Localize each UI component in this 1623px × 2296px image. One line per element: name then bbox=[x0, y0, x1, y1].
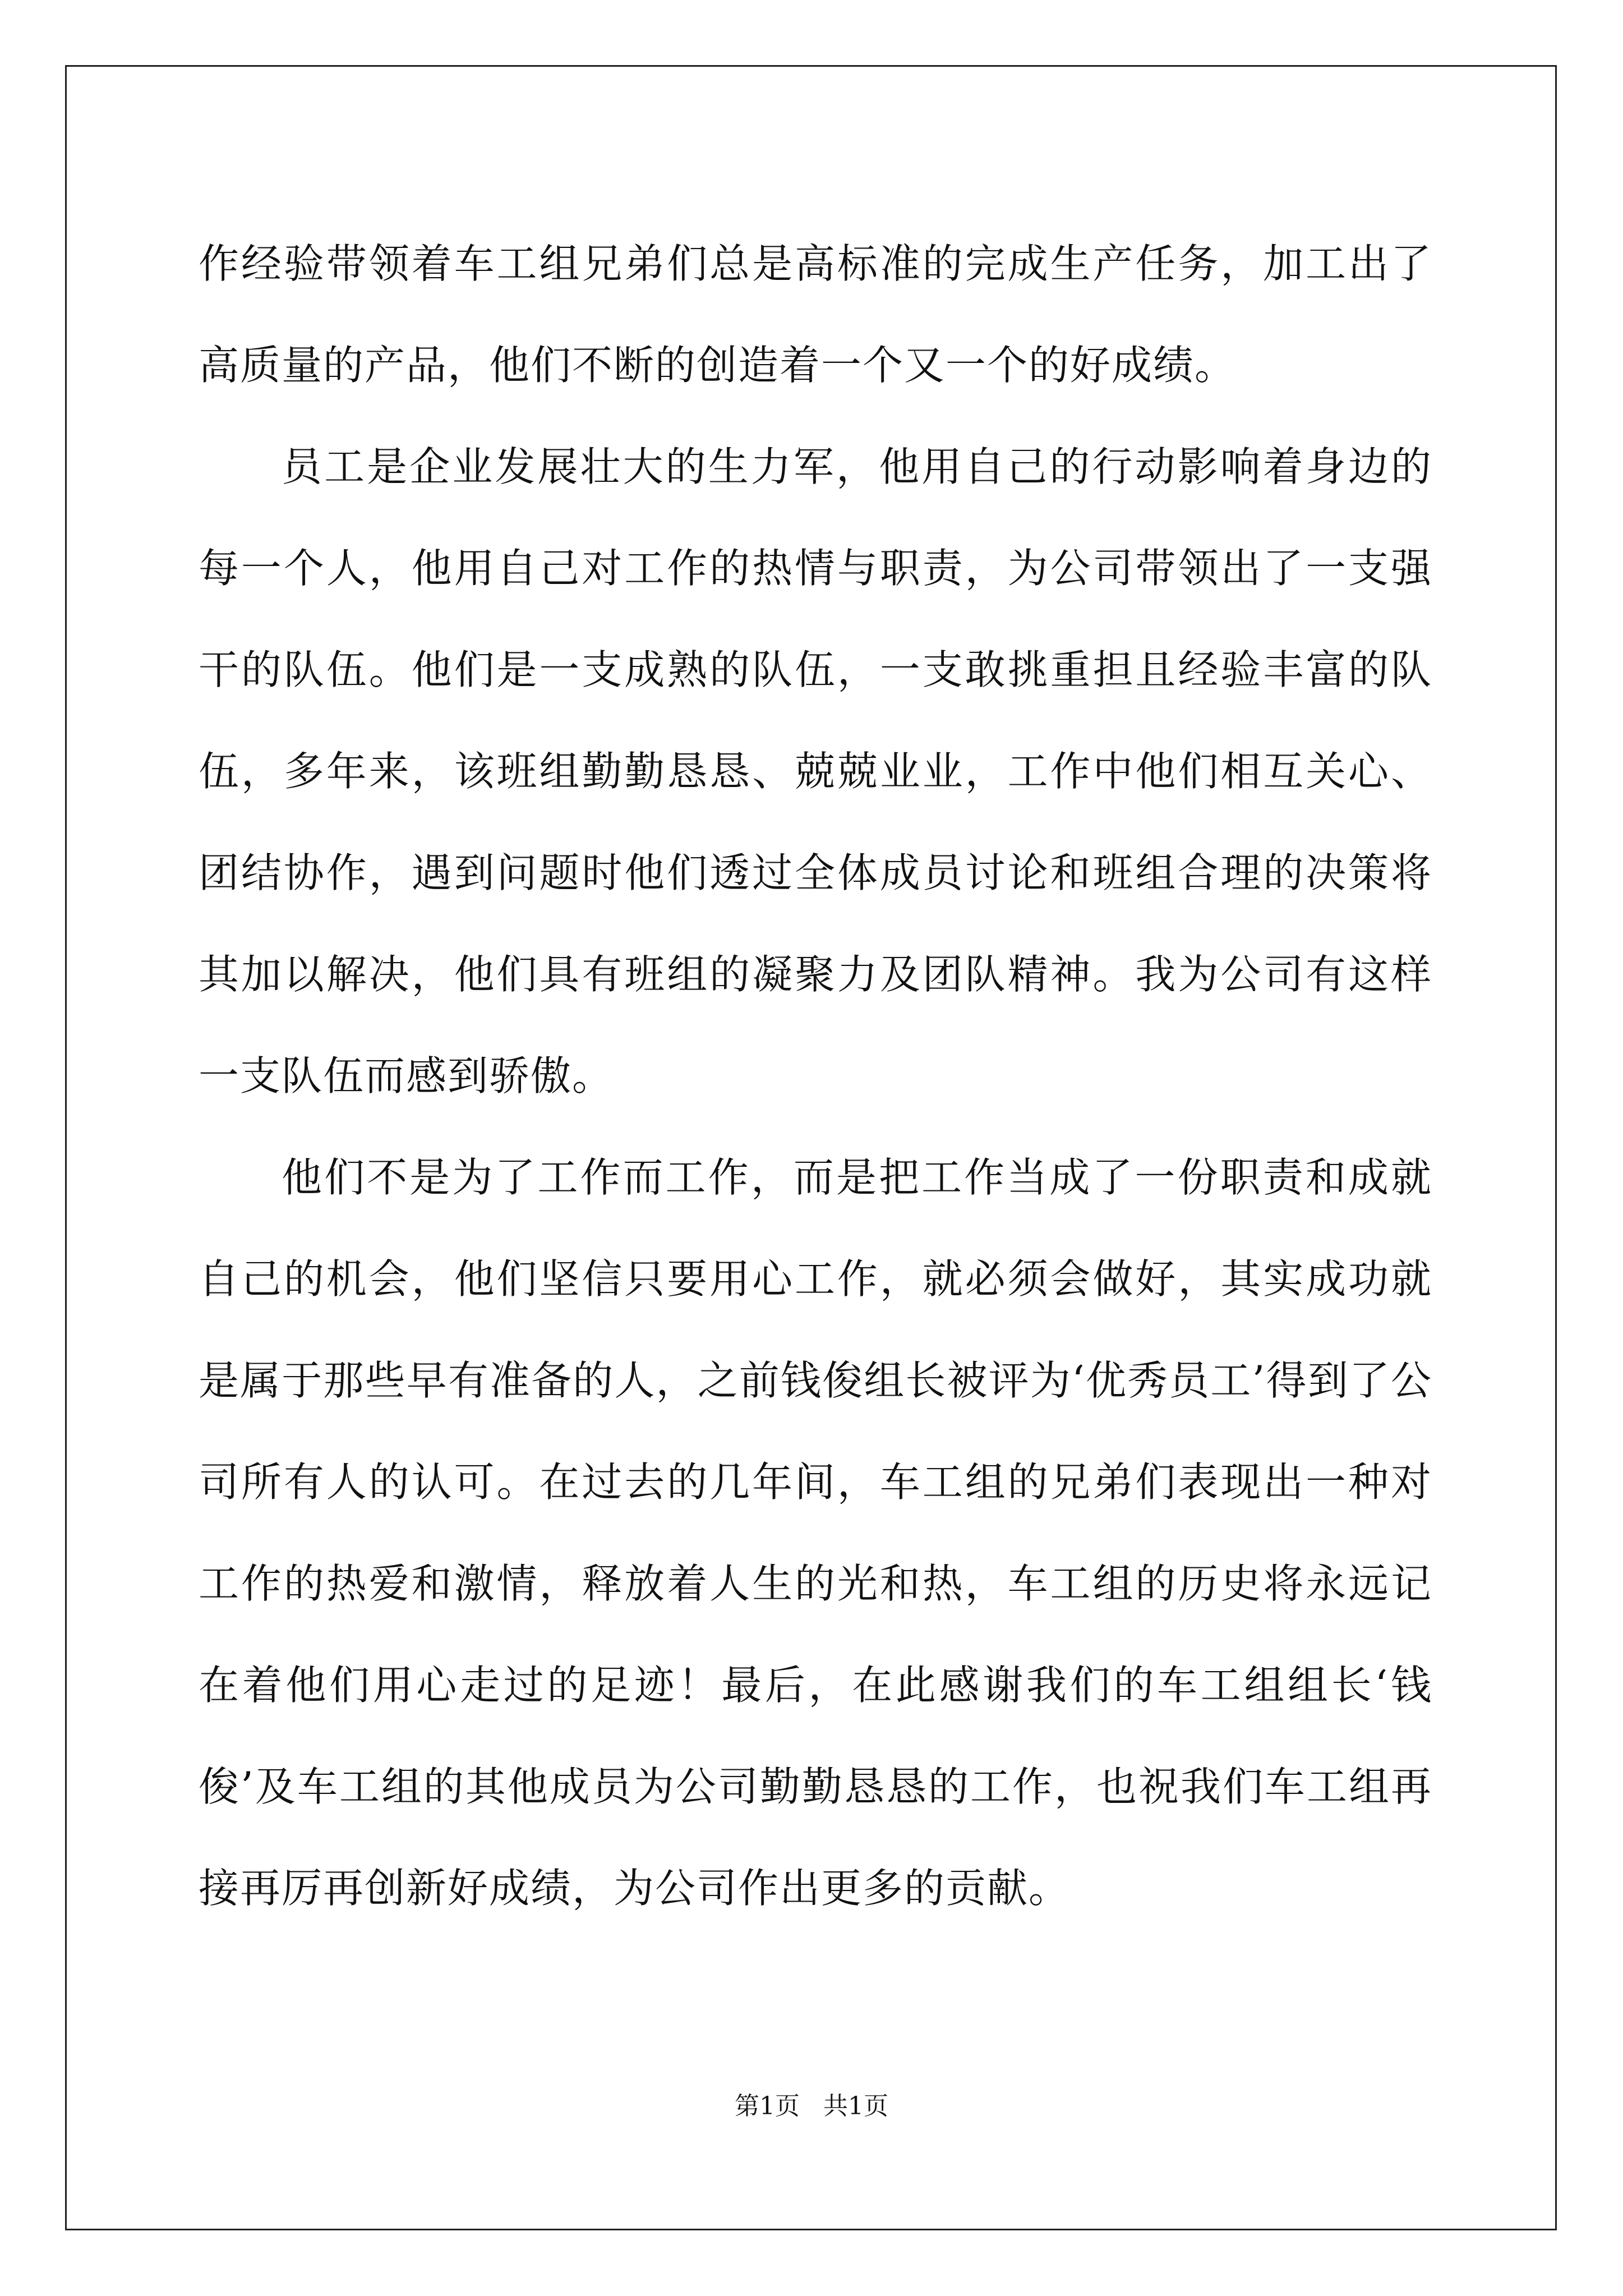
page-footer bbox=[0, 2086, 1623, 2122]
page-total: 共1页 bbox=[823, 2092, 888, 2120]
document-body bbox=[199, 213, 1432, 1939]
page-number: 第1页 bbox=[735, 2092, 800, 2120]
paragraph: 作经验带领着车工组兄弟们总是高标准的完成生产任务，加工出了高质量的产品，他们不断的创造着一个又一个的好成绩。 bbox=[199, 240, 1432, 389]
paragraph: 员工是企业发展壮大的生力军，他用自己的行动影响着身边的每一个人，他用自己对工作的热情与职责，为公司带领出了一支强干的队伍。他们是一支成熟的队伍，一支敢挑重担且经验丰富的队伍，多年来，该班组勤勤恳恳、兢兢业业，工作中他们相互关心、团结协作，遇到问题时他们透过全体成员讨论和班组合理的决策将其加以解决，他们具有班组的凝聚力及团队精神。我为公司有这样一支队伍而感到骄傲。 bbox=[199, 443, 1432, 1099]
paragraph: 他们不是为了工作而工作，而是把工作当成了一份职责和成就自己的机会，他们坚信只要用心工作，就必须会做好，其实成功就是属于那些早有准备的人，之前钱俊组长被评为‘优秀员工’得到了公司所有人的认可。在过去的几年间，车工组的兄弟们表现出一种对工作的热爱和激情，释放着人生的光和热，车工组的历史将永远记在着他们用心走过的足迹！最后，在此感谢我们的车工组组长‘钱俊’及车工组的其他成员为公司勤勤恳恳的工作，也祝我们车工组再接再厉再创新好成绩，为公司作出更多的贡献。 bbox=[199, 1154, 1432, 1912]
